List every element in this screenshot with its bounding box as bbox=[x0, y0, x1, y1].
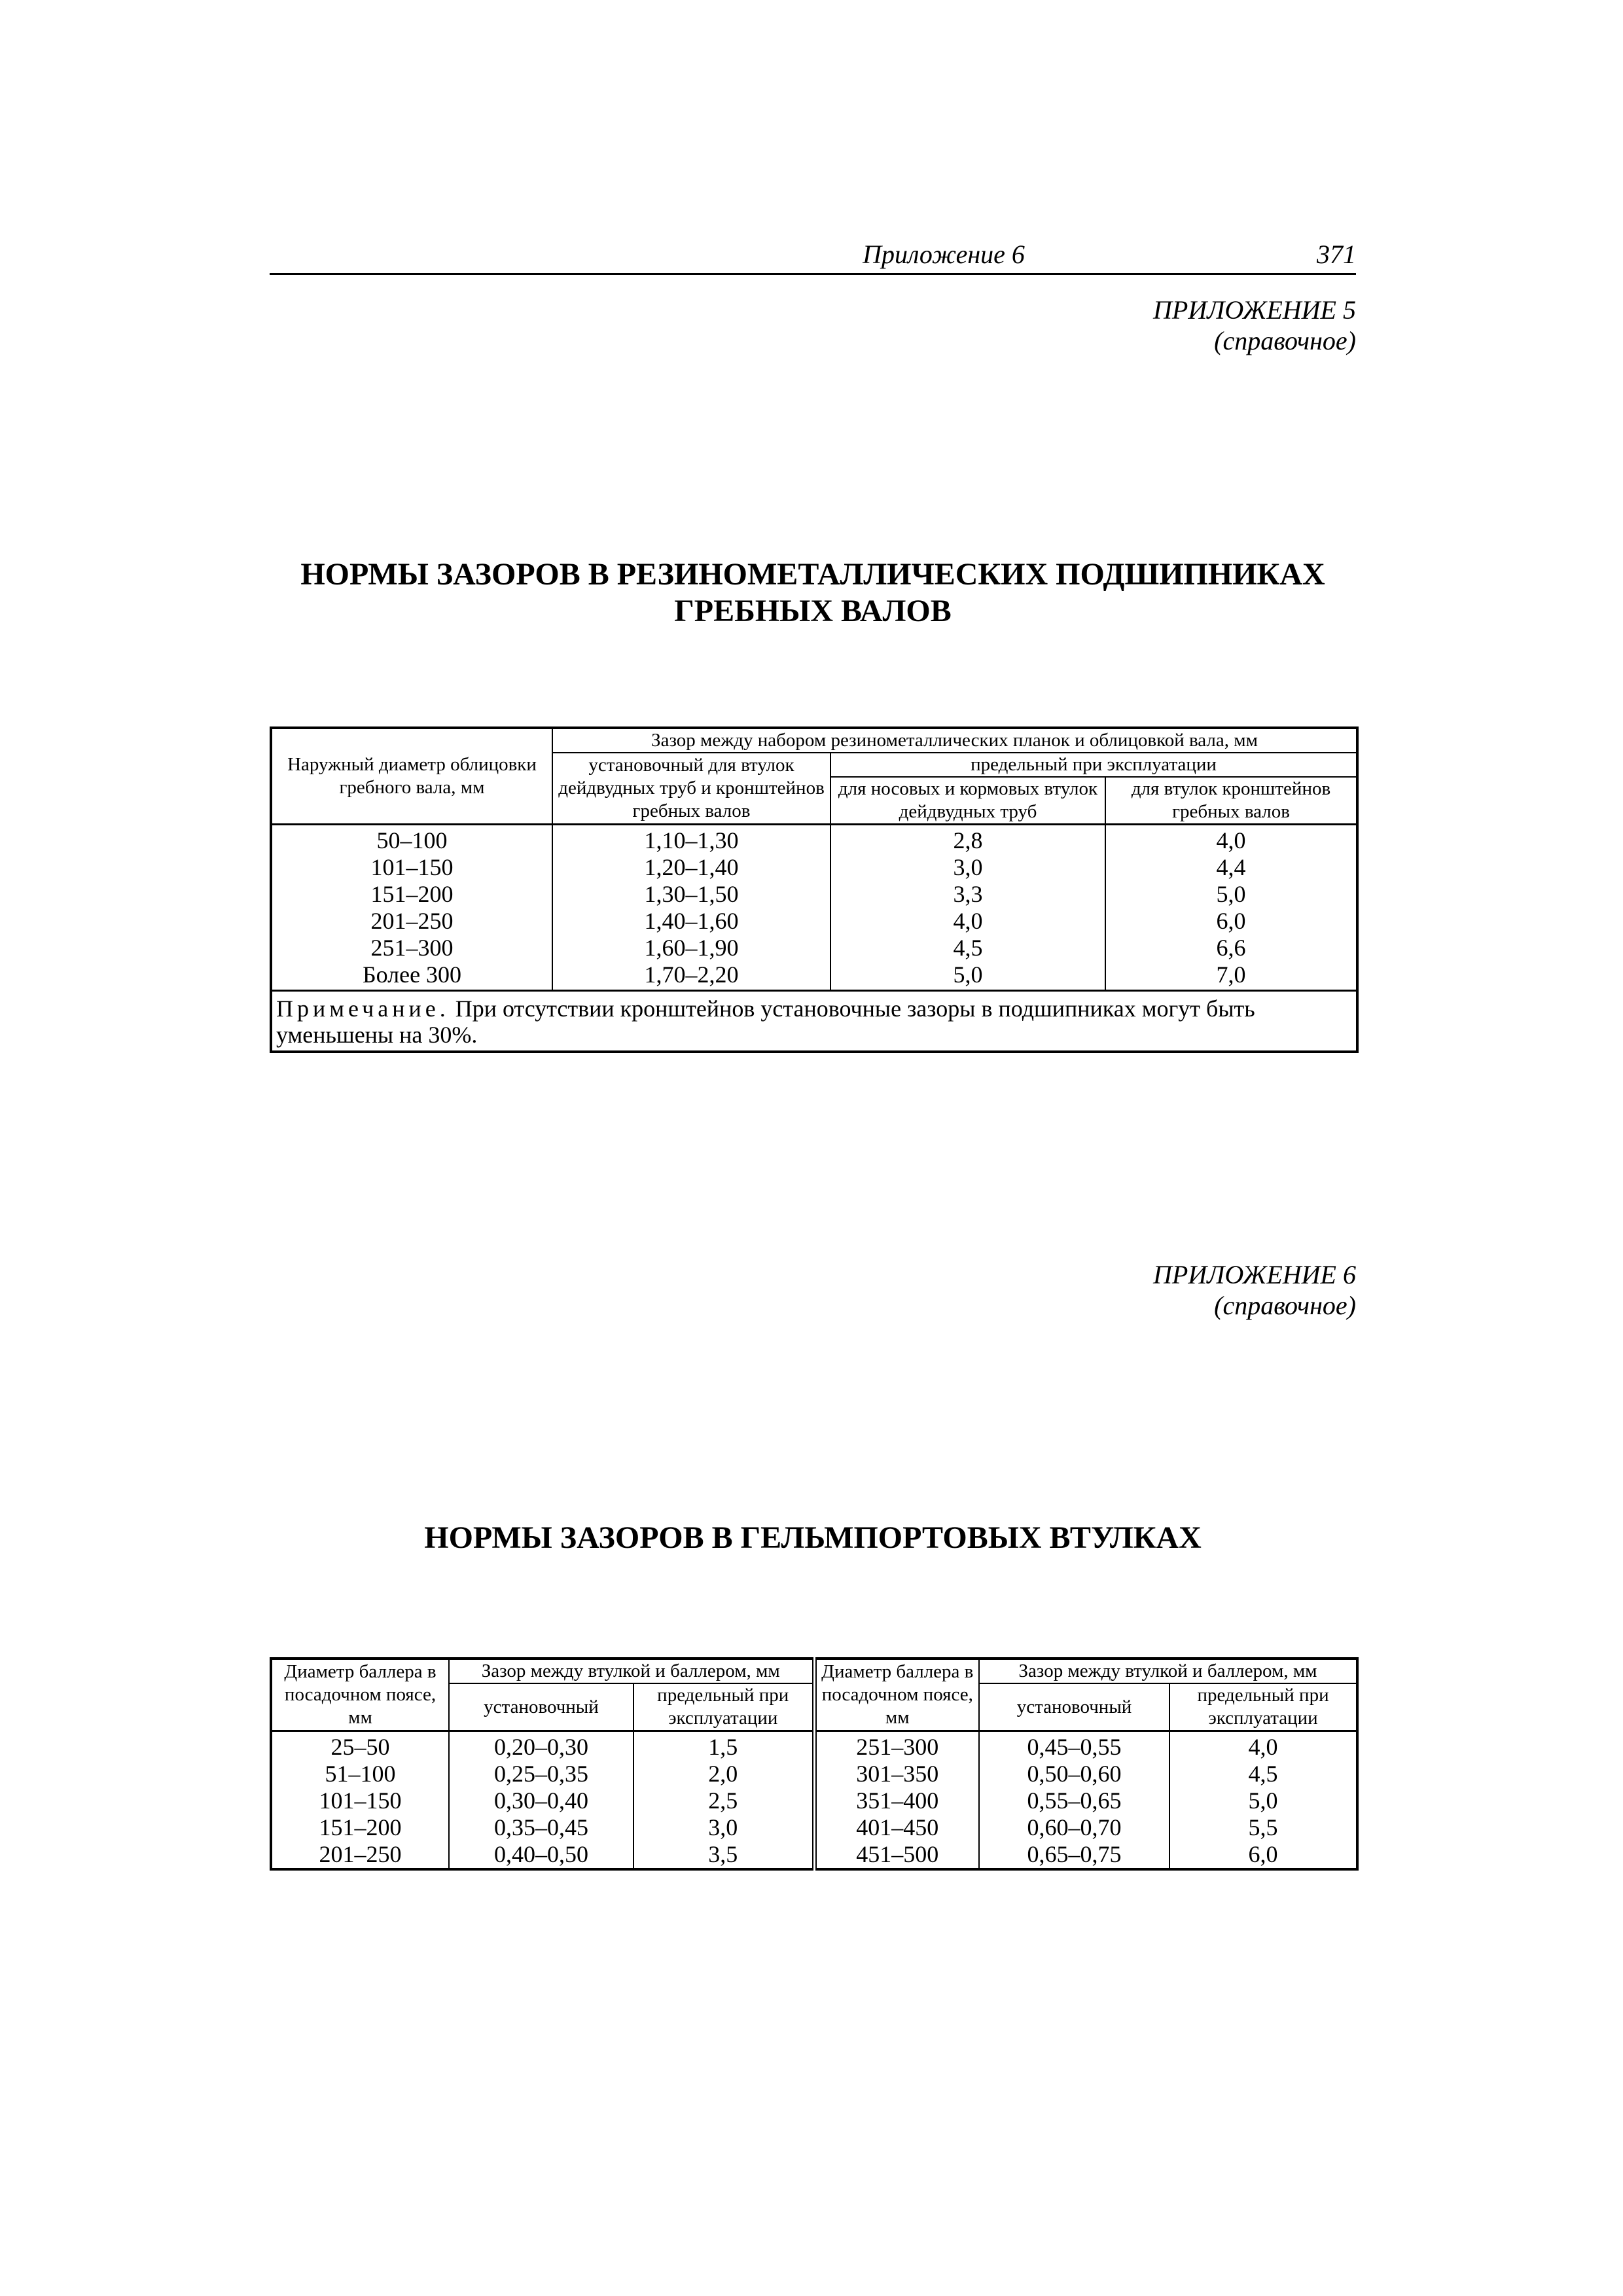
cell-install-left: 0,25–0,35 bbox=[449, 1761, 633, 1787]
cell-diameter: 201–250 bbox=[271, 908, 552, 935]
header-limit-bow: для носовых и кормовых втулок дейдвудных труб bbox=[830, 777, 1105, 825]
note-label: Примечание. bbox=[276, 996, 450, 1022]
cell-install-left: 0,30–0,40 bbox=[449, 1787, 633, 1814]
cell-limit-right: 4,0 bbox=[1169, 1731, 1357, 1761]
header-install: установочный для втулок дейдвудных труб и кронштейнов гребных валов bbox=[552, 753, 830, 825]
cell-bracket: 7,0 bbox=[1105, 961, 1357, 991]
cell-bow: 2,8 bbox=[830, 825, 1105, 855]
appendix-6-note: (справочное) bbox=[1214, 1291, 1356, 1320]
section-1-title bbox=[270, 556, 1356, 630]
cell-limit-right: 6,0 bbox=[1169, 1841, 1357, 1869]
table-row bbox=[271, 1761, 1357, 1787]
cell-bow: 3,0 bbox=[830, 854, 1105, 881]
cell-bow: 5,0 bbox=[830, 961, 1105, 991]
cell-diameter-right: 451–500 bbox=[814, 1841, 979, 1869]
header-install-right: установочный bbox=[979, 1683, 1169, 1731]
note-text: При отсутствии кронштейнов установочные зазоры в подшипниках могут быть уменьшены на 30%. bbox=[276, 996, 1255, 1048]
cell-install-left: 0,20–0,30 bbox=[449, 1731, 633, 1761]
cell-install-right: 0,45–0,55 bbox=[979, 1731, 1169, 1761]
cell-diameter-left: 101–150 bbox=[271, 1787, 449, 1814]
header-limit-right: предельный при эксплуатации bbox=[1169, 1683, 1357, 1731]
table-note-row bbox=[271, 991, 1357, 1052]
cell-diameter-left: 201–250 bbox=[271, 1841, 449, 1869]
appendix-6-label bbox=[1153, 1259, 1356, 1321]
cell-diameter-left: 151–200 bbox=[271, 1814, 449, 1841]
table-row bbox=[271, 908, 1357, 935]
cell-install-left: 0,35–0,45 bbox=[449, 1814, 633, 1841]
appendix-5-title: ПРИЛОЖЕНИЕ 5 bbox=[1153, 295, 1356, 325]
section-1-title-line-1: НОРМЫ ЗАЗОРОВ В РЕЗИНОМЕТАЛЛИЧЕСКИХ ПОДШИПНИКАХ bbox=[300, 557, 1325, 592]
header-clearance-group: Зазор между набором резинометаллических планок и облицовкой вала, мм bbox=[552, 728, 1357, 753]
appendix-6-title: ПРИЛОЖЕНИЕ 6 bbox=[1153, 1260, 1356, 1289]
appendix-5-label bbox=[1153, 295, 1356, 356]
cell-limit-left: 2,5 bbox=[633, 1787, 814, 1814]
header-clearance-left: Зазор между втулкой и баллером, мм bbox=[449, 1659, 814, 1683]
section-1-title-line-2: ГРЕБНЫХ ВАЛОВ bbox=[674, 594, 952, 628]
header-limit-bracket: для втулок кронштейнов гребных валов bbox=[1105, 777, 1357, 825]
header-limit-left: предельный при эксплуатации bbox=[633, 1683, 814, 1731]
table-row bbox=[271, 1814, 1357, 1841]
cell-bow: 4,5 bbox=[830, 935, 1105, 961]
cell-limit-left: 1,5 bbox=[633, 1731, 814, 1761]
cell-bow: 4,0 bbox=[830, 908, 1105, 935]
cell-install-right: 0,50–0,60 bbox=[979, 1761, 1169, 1787]
header-install-left: установочный bbox=[449, 1683, 633, 1731]
header-clearance-right: Зазор между втулкой и баллером, мм bbox=[979, 1659, 1357, 1683]
section-2-title-line: НОРМЫ ЗАЗОРОВ В ГЕЛЬМПОРТОВЫХ ВТУЛКАХ bbox=[424, 1520, 1202, 1555]
table-row bbox=[271, 961, 1357, 991]
table-row bbox=[271, 1787, 1357, 1814]
cell-limit-right: 5,0 bbox=[1169, 1787, 1357, 1814]
cell-diameter-right: 301–350 bbox=[814, 1761, 979, 1787]
table-row bbox=[271, 854, 1357, 881]
cell-diameter: 151–200 bbox=[271, 881, 552, 908]
cell-bracket: 4,0 bbox=[1105, 825, 1357, 855]
table-row bbox=[271, 881, 1357, 908]
table-row bbox=[271, 935, 1357, 961]
cell-limit-right: 4,5 bbox=[1169, 1761, 1357, 1787]
cell-bow: 3,3 bbox=[830, 881, 1105, 908]
cell-diameter-right: 351–400 bbox=[814, 1787, 979, 1814]
cell-diameter: Более 300 bbox=[271, 961, 552, 991]
section-2-title bbox=[270, 1520, 1356, 1556]
cell-diameter-right: 251–300 bbox=[814, 1731, 979, 1761]
cell-diameter: 101–150 bbox=[271, 854, 552, 881]
cell-install: 1,30–1,50 bbox=[552, 881, 830, 908]
bearing-clearance-table bbox=[270, 726, 1359, 1053]
header-diameter: Наружный диаметр облицовки гребного вала, мм bbox=[271, 728, 552, 825]
cell-limit-right: 5,5 bbox=[1169, 1814, 1357, 1841]
cell-limit-left: 3,0 bbox=[633, 1814, 814, 1841]
cell-diameter-right: 401–450 bbox=[814, 1814, 979, 1841]
cell-bracket: 4,4 bbox=[1105, 854, 1357, 881]
cell-install: 1,20–1,40 bbox=[552, 854, 830, 881]
cell-install-right: 0,60–0,70 bbox=[979, 1814, 1169, 1841]
cell-bracket: 6,0 bbox=[1105, 908, 1357, 935]
cell-diameter: 251–300 bbox=[271, 935, 552, 961]
helmport-clearance-table bbox=[270, 1657, 1359, 1871]
cell-install-right: 0,65–0,75 bbox=[979, 1841, 1169, 1869]
cell-install: 1,40–1,60 bbox=[552, 908, 830, 935]
page-number: 371 bbox=[1317, 240, 1356, 269]
cell-install: 1,70–2,20 bbox=[552, 961, 830, 991]
cell-install: 1,60–1,90 bbox=[552, 935, 830, 961]
cell-bracket: 5,0 bbox=[1105, 881, 1357, 908]
running-head bbox=[270, 239, 1356, 275]
cell-diameter: 50–100 bbox=[271, 825, 552, 855]
cell-diameter-left: 25–50 bbox=[271, 1731, 449, 1761]
header-diameter-left: Диаметр баллера в посадочном поясе, мм bbox=[271, 1659, 449, 1731]
cell-limit-left: 3,5 bbox=[633, 1841, 814, 1869]
table-row bbox=[271, 1731, 1357, 1761]
running-title: Приложение 6 bbox=[863, 240, 1025, 269]
header-diameter-right: Диаметр баллера в посадочном поясе, мм bbox=[814, 1659, 979, 1731]
cell-diameter-left: 51–100 bbox=[271, 1761, 449, 1787]
table-row bbox=[271, 825, 1357, 855]
header-limit-group: предельный при эксплуатации bbox=[830, 753, 1357, 777]
table-row bbox=[271, 1841, 1357, 1869]
table-note bbox=[271, 991, 1357, 1052]
cell-limit-left: 2,0 bbox=[633, 1761, 814, 1787]
cell-install-right: 0,55–0,65 bbox=[979, 1787, 1169, 1814]
appendix-5-note: (справочное) bbox=[1214, 326, 1356, 355]
cell-install: 1,10–1,30 bbox=[552, 825, 830, 855]
cell-bracket: 6,6 bbox=[1105, 935, 1357, 961]
cell-install-left: 0,40–0,50 bbox=[449, 1841, 633, 1869]
